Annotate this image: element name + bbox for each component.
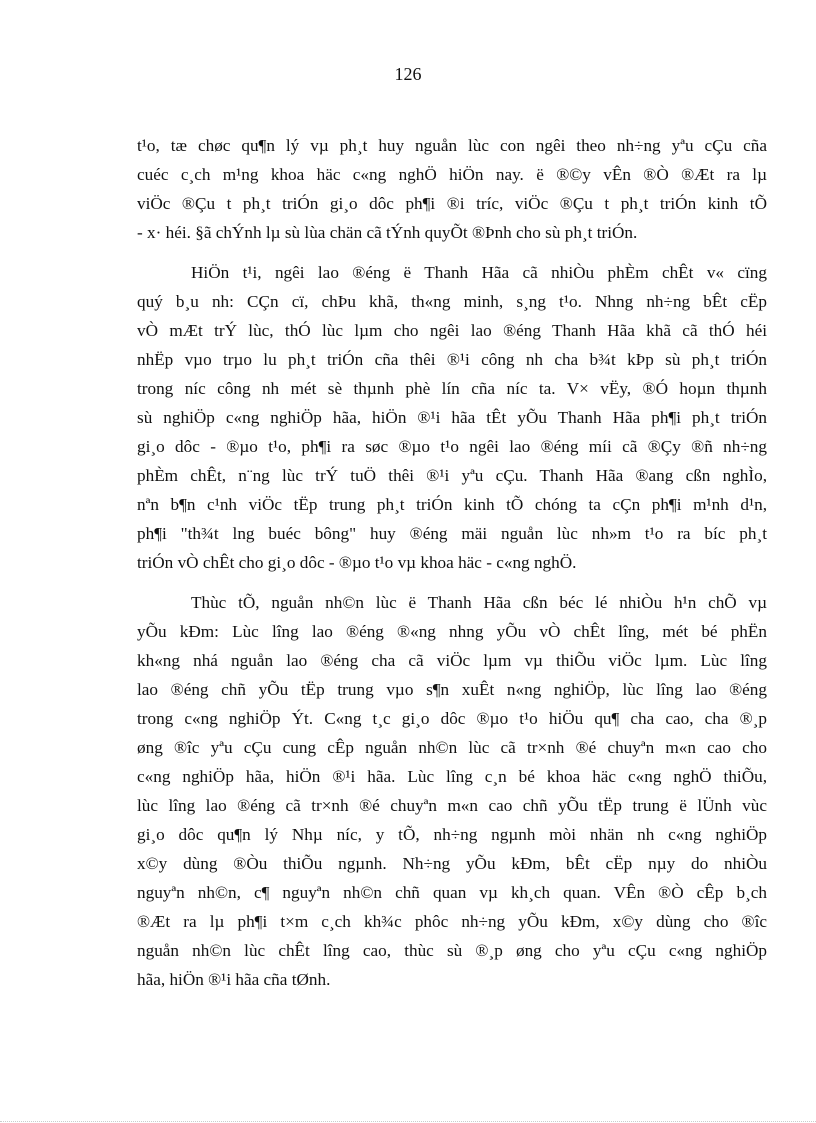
text-line: - x· héi. §ã chÝnh lµ sù lùa chän cã tÝnh quyÕt ®Þnh cho sù ph¸t triÓn. (137, 223, 638, 242)
text-line: viÖc ®Çu t ph¸t triÓn gi¸o dôc ph¶i ®i tríc, viÖc ®Çu t ph¸t triÓn kinh tÕ (137, 194, 767, 213)
text-line: hãa, hiÖn ®¹i hãa cña tØnh. (137, 970, 331, 989)
text-line: ®Æt ra lµ ph¶i t×m c¸ch kh¾c phôc nh÷ng yÕu kÐm, x©y dùng cho ®îc (137, 912, 767, 931)
text-line: øng ®îc yªu cÇu cung cÊp nguån nh©n lùc cã tr×nh ®é chuyªn m«n cao cho (137, 738, 767, 757)
text-line: lao ®éng chñ yÕu tËp trung vµo s¶n xuÊt n«ng nghiÖp, lùc lîng lao ®éng (137, 680, 767, 699)
text-line: gi¸o dôc - ®µo t¹o, ph¶i ra søc ®µo t¹o ngêi lao ®éng míi cã ®Çy ®ñ nh÷ng (137, 437, 767, 456)
text-line: quý b¸u nh: CÇn cï, chÞu khã, th«ng minh, s¸ng t¹o. Nhng nh÷ng bÊt cËp (137, 292, 767, 311)
text-line: x©y dùng ®Òu thiÕu ngµnh. Nh÷ng yÕu kÐm, bÊt cËp nµy do nhiÒu (137, 854, 767, 873)
text-line: ph¶i "th¾t lng buéc bông" huy ®éng mäi nguån lùc nh»m t¹o ra bíc ph¸t (137, 524, 767, 543)
text-line: cuéc c¸ch m¹ng khoa häc c«ng nghÖ hiÖn nay. ë ®©y vÊn ®Ò ®Æt ra lµ (137, 165, 767, 184)
text-line: sù nghiÖp c«ng nghiÖp hãa, hiÖn ®¹i hãa tÊt yÕu Thanh Hãa ph¶i ph¸t triÓn (137, 408, 767, 427)
text-line: lùc lîng lao ®éng cã tr×nh ®é chuyªn m«n cao chñ yÕu tËp trung ë lÜnh vùc (137, 796, 767, 815)
text-line: c«ng nghiÖp hãa, hiÖn ®¹i hãa. Lùc lîng c¸n bé khoa häc c«ng nghÖ thiÕu, (137, 767, 767, 786)
text-line: nªn b¶n c¹nh viÖc tËp trung ph¸t triÓn kinh tÕ chóng ta cÇn ph¶i m¹nh d¹n, (137, 495, 767, 514)
text-line: nguyªn nh©n, c¶ nguyªn nh©n chñ quan vµ kh¸ch quan. VÊn ®Ò cÊp b¸ch (137, 883, 767, 902)
text-line: yÕu kÐm: Lùc lîng lao ®éng ®«ng nhng yÕu vÒ chÊt lîng, mét bé phËn (137, 622, 767, 641)
text-line: kh«ng nhá nguån lao ®éng cha cã viÖc lµm vµ thiÕu viÖc lµm. Lùc lîng (137, 651, 767, 670)
text-line: triÓn vÒ chÊt cho gi¸o dôc - ®µo t¹o vµ khoa häc - c«ng nghÖ. (137, 553, 577, 572)
text-line: nguån nh©n lùc chÊt lîng cao, thùc sù ®¸p øng cho yªu cÇu c«ng nghiÖp (137, 941, 767, 960)
page-number: 126 (394, 64, 422, 84)
text-line: t¹o, tæ chøc qu¶n lý vµ ph¸t huy nguån lùc con ngêi theo nh÷ng yªu cÇu cña (137, 136, 767, 155)
text-line: trong c«ng nghiÖp Ýt. C«ng t¸c gi¸o dôc ®µo t¹o hiÖu qu¶ cha cao, cha ®¸p (137, 709, 767, 728)
text-line: nhËp vµo trµo lu ph¸t triÓn cña thêi ®¹i công nh cha b¾t kÞp sù ph¸t triÓn (137, 350, 767, 369)
page-bottom-border (0, 1121, 816, 1122)
text-line: HiÖn t¹i, ngêi lao ®éng ë Thanh Hãa cã nhiÒu phÈm chÊt v« cïng (191, 263, 767, 282)
text-line: trong níc công nh mét sè thµnh phè lín cña níc ta. V× vËy, ®Ó hoµn thµnh (137, 379, 767, 398)
text-line: gi¸o dôc qu¶n lý Nhµ níc, y tÕ, nh÷ng ngµnh mòi nhän nh c«ng nghiÖp (137, 825, 767, 844)
text-line: Thùc tÕ, nguån nh©n lùc ë Thanh Hãa cßn béc lé nhiÒu h¹n chÕ vµ (191, 593, 767, 612)
text-line: phÈm chÊt, n¨ng lùc trÝ tuÖ thêi ®¹i yªu cÇu. Thanh Hãa ®ang cßn nghÌo, (137, 466, 767, 485)
text-line: vÒ mÆt trÝ lùc, thÓ lùc lµm cho ngêi lao ®éng Thanh Hãa khã cã thÓ héi (137, 321, 767, 340)
